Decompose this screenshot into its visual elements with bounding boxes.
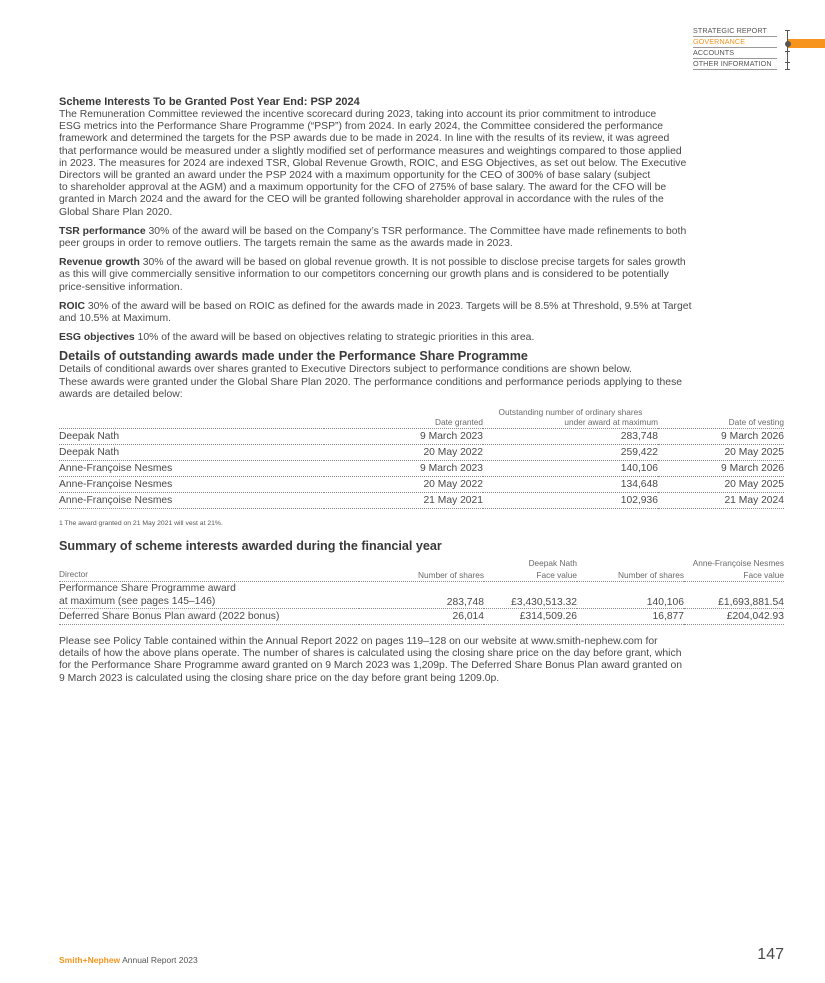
cell-date-granted: 20 May 2022 [423,479,483,491]
header-outstanding-line2: under award at maximum [483,417,658,429]
text-line: granted in March 2024 and the award for the CEO will be granted following shareholder approval in accordance with the rules of the [59,194,664,206]
text-line: Directors will be granted an award under the PSP 2024 with a maximum opportunity for the CEO of 300% of base salary (subject [59,170,651,182]
nav-active-marker [788,39,825,48]
text-line [59,301,784,313]
esg-paragraph [59,332,784,344]
nav-governance[interactable]: GOVERNANCE [693,37,777,48]
nav-strategic-report[interactable]: STRATEGIC REPORT [693,26,777,37]
summary-heading: Summary of scheme interests awarded during the financial year [59,539,442,554]
text-line: Global Share Plan 2020. [59,206,173,218]
cell-dn-face-value: £3,430,513.32 [511,597,577,609]
cell-award-name: Deferred Share Bonus Plan award (2022 bonus) [59,611,280,623]
cell-award-name [59,582,359,609]
outstanding-awards-table [59,407,784,509]
text-run: 30% of the award will be based on the Company’s TSR performance. The Committee have made refinements to both [145,225,687,237]
text-line: Details of conditional awards over shares granted to Executive Directors subject to performance conditions are shown below. [59,364,632,376]
text-line [59,257,784,269]
table-header-row [59,407,784,417]
cell-shares: 259,422 [620,447,658,459]
nav-track-line [787,30,788,70]
text-line: details of how the above plans operate. The number of shares is calculated using the closing share price on the day before grant, which [59,648,682,660]
cell-date-vesting: 21 May 2024 [724,495,784,507]
cell-name: Anne-Françoise Nesmes [59,479,173,491]
text-line [59,332,784,344]
header-cell [658,407,784,417]
header-date-vesting: Date of vesting [658,417,784,429]
header-dn-face-value: Face value [484,568,577,582]
psp-2024-heading: Scheme Interests To be Granted Post Year End: PSP 2024 [59,96,360,108]
text-run: 30% of the award will be based on ROIC as defined for the awards made in 2023. Targets will be 8.5% at Threshold, 9.5% at Target [84,300,692,312]
page-content [59,96,784,685]
table-row [59,609,784,625]
cell-date-vesting: 9 March 2026 [721,431,784,443]
header-date-granted: Date granted [324,417,483,429]
closing-paragraph [59,636,784,685]
summary-table [59,558,784,625]
cell-afn-shares: 16,877 [652,611,684,623]
cell-date-granted: 21 May 2021 [423,495,483,507]
text-line: ESG metrics into the Performance Share Programme (“PSP”) from 2024. In early 2024, the Committee considered the performance [59,121,664,133]
cell-date-vesting: 20 May 2025 [724,447,784,459]
text-line: at maximum (see pages 145–146) [59,595,216,607]
text-line: peer groups in order to remove outliers. The targets remain the same as the awards made in 2023. [59,238,513,250]
table-row [59,461,784,477]
text-line: Please see Policy Table contained within the Annual Report 2022 on pages 119–128 on our website at www.smith-nephew.com for [59,636,658,648]
cell-shares: 140,106 [620,463,658,475]
nav-other-information[interactable]: OTHER INFORMATION [693,59,777,70]
section-nav [693,26,825,70]
header-cell [324,407,483,417]
header-cell [577,558,684,568]
revenue-label: Revenue growth [59,257,140,269]
cell-shares: 283,748 [620,431,658,443]
table-footnote: 1 The award granted on 21 May 2021 will vest at 21%. [59,520,223,528]
footer-brand [59,955,198,965]
table-row [59,477,784,493]
tsr-label: TSR performance [59,225,146,237]
text-line: and 10.5% at Maximum. [59,313,172,325]
page-number: 147 [757,946,784,963]
esg-label: ESG objectives [59,332,135,344]
header-afn-number-of-shares: Number of shares [577,568,684,582]
header-cell [59,558,359,568]
text-line: for the Performance Share Programme award granted on 9 March 2023 was 1,209p. The Deferred Share Bonus Plan award granted on [59,660,683,672]
cell-date-granted: 20 May 2022 [423,447,483,459]
cell-afn-shares: 140,106 [646,597,684,609]
cell-afn-face-value: £204,042.93 [726,611,784,623]
nav-tick [785,51,790,52]
header-afn-face-value: Face value [684,568,784,582]
header-director: Director [59,568,359,582]
text-line: awards are detailed below: [59,388,183,400]
psp-2024-paragraph [59,109,784,219]
text-line: framework and determined the targets for the PSP awards due to be made in 2024. In line with the results of its review, it was agreed [59,133,670,145]
text-line: These awards were granted under the Global Share Plan 2020. The performance conditions and performance periods applying to these [59,376,683,388]
tsr-paragraph [59,226,784,250]
table-row [59,429,784,445]
cell-date-granted: 9 March 2023 [420,463,483,475]
nav-active-dot [785,41,791,47]
cell-dn-shares: 283,748 [446,597,484,609]
table-row [59,582,784,609]
text-run: 10% of the award will be based on objectives relating to strategic priorities in this area. [134,332,535,344]
cell-name: Deepak Nath [59,431,120,443]
roic-label: ROIC [59,300,85,312]
text-line: The Remuneration Committee reviewed the incentive scorecard during 2023, taking into account its prior commitment to introduce [59,109,657,120]
text-line [59,226,784,238]
cell-date-vesting: 9 March 2026 [721,463,784,475]
cell-shares: 134,648 [620,479,658,491]
outstanding-paragraph [59,364,784,401]
header-cell [59,407,324,417]
header-cell [59,417,324,429]
table-header-row [59,558,784,568]
text-line: as this will give commercially sensitive information to our competitors concerning our growth plans and is considered to be potentially [59,269,669,281]
text-line: in 2023. The measures for 2024 are indexed TSR, Global Revenue Growth, ROIC, and ESG Objectives, as set out below. The Executive [59,157,687,169]
cell-date-vesting: 20 May 2025 [724,479,784,491]
table-row [59,445,784,461]
table-header-row [59,568,784,582]
text-line: to shareholder approval at the AGM) and a maximum opportunity for the CFO of 275% of base salary. The award for the CFO will be [59,182,667,194]
nav-accounts[interactable]: ACCOUNTS [693,48,777,59]
outstanding-heading: Details of outstanding awards made under the Performance Share Programme [59,349,528,364]
revenue-paragraph [59,257,784,294]
cell-dn-face-value: £314,509.26 [519,611,577,623]
cell-name: Deepak Nath [59,447,120,459]
roic-paragraph [59,301,784,325]
cell-name: Anne-Françoise Nesmes [59,463,173,475]
header-anne-francoise-nesmes: Anne-Françoise Nesmes [692,558,784,569]
header-dn-number-of-shares: Number of shares [359,568,484,582]
cell-date-granted: 9 March 2023 [420,431,483,443]
header-cell [359,558,484,568]
table-header-row [59,417,784,429]
brand-logo-text: Smith+Nephew [59,955,121,965]
nav-tick [785,62,790,63]
text-line: price-sensitive information. [59,281,183,293]
table-row [59,493,784,509]
cell-shares: 102,936 [620,495,658,507]
cell-afn-face-value: £1,693,881.54 [718,597,784,609]
cell-name: Anne-Françoise Nesmes [59,495,173,507]
report-name: Annual Report 2023 [120,955,198,965]
text-line: Performance Share Programme award [59,583,236,595]
text-line: 9 March 2023 is calculated using the closing share price on the day before grant being 1209.0p. [59,672,500,684]
nav-tick [785,69,790,70]
header-outstanding-line1: Outstanding number of ordinary shares [498,407,643,418]
nav-tick [785,30,790,31]
text-line: that performance would be measured under a slightly modified set of performance measures and weightings compared to those applied [59,145,682,157]
text-run: 30% of the award will be based on global revenue growth. It is not possible to disclose precise targets for sales growth [139,257,686,269]
cell-dn-shares: 26,014 [452,611,484,623]
header-deepak-nath: Deepak Nath [528,558,577,569]
